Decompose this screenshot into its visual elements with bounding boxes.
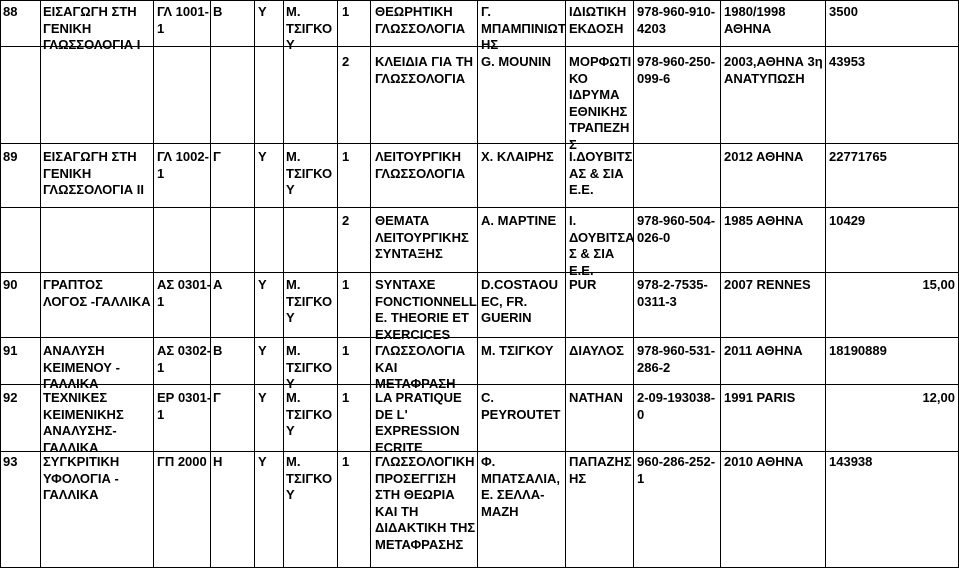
cell-isbn: 978-960-910- 4203 — [637, 4, 716, 36]
cell-isbn: 978-960-250- 099-6 — [637, 54, 716, 86]
cell-year-place: 2011 ΑΘΗΝΑ — [724, 343, 803, 358]
column-divider — [370, 0, 371, 568]
cell-publisher: PUR — [569, 277, 597, 292]
cell-title: ΓΡΑΠΤΟΣ ΛΟΓΟΣ -ΓΑΛΛΙΚΑ — [43, 277, 151, 309]
cell-code-num: 143938 — [829, 454, 873, 469]
cell-code-num: 3500 — [829, 4, 858, 19]
column-divider — [337, 0, 338, 568]
cell-author: G. MOUNIN — [481, 54, 552, 69]
row-divider — [0, 272, 959, 273]
cell-instructor: Μ. ΤΣΙΓΚΟ Υ — [286, 149, 333, 197]
cell-publisher: ΜΟΡΦΩΤΙ ΚΟ ΙΔΡΥΜΑ ΕΘΝΙΚΗΣ ΤΡΑΠΕΖΗ Σ — [569, 54, 632, 152]
cell-item-no: 1 — [342, 454, 350, 469]
cell-col-y: Υ — [258, 390, 267, 405]
cell-price: 15,00 — [922, 277, 955, 292]
cell-year-place: 2012 ΑΘΗΝΑ — [724, 149, 804, 164]
cell-code-num: 18190889 — [829, 343, 887, 358]
cell-book-title: ΛΕΙΤΟΥΡΓΙΚΗ ΓΛΩΣΣΟΛΟΓΙΑ — [375, 149, 466, 181]
cell-col-y: Υ — [258, 454, 267, 469]
cell-title: ΤΕΧΝΙΚΕΣ ΚΕΙΜΕΝΙΚΗΣ ΑΝΑΛΥΣΗΣ- ΓΑΛΛΙΚΑ — [43, 390, 124, 455]
cell-item-no: 1 — [342, 149, 350, 164]
cell-col-y: Υ — [258, 4, 267, 19]
cell-item-no: 1 — [342, 4, 350, 19]
cell-publisher: ΔΙΑΥΛΟΣ — [569, 343, 624, 358]
cell-instructor: Μ. ΤΣΙΓΚΟ Υ — [286, 4, 333, 52]
row-divider — [0, 0, 959, 1]
cell-year-place: 2010 ΑΘΗΝΑ — [724, 454, 804, 469]
column-divider — [40, 0, 41, 568]
cell-code-num: 10429 — [829, 213, 866, 228]
column-divider — [477, 0, 478, 568]
column-divider — [0, 0, 1, 568]
cell-item-no: 1 — [342, 343, 350, 358]
cell-book-title: ΘΕΩΡΗΤΙΚΗ ΓΛΩΣΣΟΛΟΓΙΑ — [375, 4, 466, 36]
cell-semester: Α — [213, 277, 223, 292]
row-divider — [0, 46, 959, 47]
cell-num: 90 — [3, 277, 18, 292]
cell-book-title: ΓΛΩΣΣΟΛΟΓΙΑ ΚΑΙ ΜΕΤΑΦΡΑΣΗ — [375, 343, 466, 391]
cell-title: ΣΥΓΚΡΙΤΙΚΗ ΥΦΟΛΟΓΙΑ - ΓΑΛΛΙΚΑ — [43, 454, 120, 502]
cell-num: 93 — [3, 454, 18, 469]
cell-author: Α. ΜΑΡΤΙΝΕ — [481, 213, 557, 228]
column-divider — [254, 0, 255, 568]
cell-code: ΓΠ 2000 — [157, 454, 207, 469]
row-divider — [0, 384, 959, 385]
cell-code-num: 22771765 — [829, 149, 887, 164]
cell-code: ΕΡ 0301- 1 — [157, 390, 212, 422]
cell-col-y: Υ — [258, 343, 267, 358]
cell-author: Φ. ΜΠΑΤΣΑΛΙΑ, Ε. ΣΕΛΛΑ- ΜΑΖΗ — [481, 454, 560, 519]
cell-instructor: Μ. ΤΣΙΓΚΟ Υ — [286, 277, 333, 325]
cell-title: ΑΝΑΛΥΣΗ ΚΕΙΜΕΝΟΥ - ΓΑΛΛΙΚΑ — [43, 343, 120, 391]
cell-num: 92 — [3, 390, 18, 405]
cell-book-title: ΚΛΕΙΔΙΑ ΓΙΑ ΤΗ ΓΛΩΣΣΟΛΟΓΙΑ — [375, 54, 474, 86]
cell-isbn: 960-286-252- 1 — [637, 454, 716, 486]
column-divider — [283, 0, 284, 568]
cell-book-title: SYNTAXE FONCTIONNELL E. THEORIE ET EXERCICES — [375, 277, 477, 342]
cell-code: ΓΛ 1002- 1 — [157, 149, 209, 181]
cell-publisher: Ι.ΔΟΥΒΙΤΣ ΑΣ & ΣΙΑ Ε.Ε. — [569, 149, 633, 197]
row-divider — [0, 451, 959, 452]
cell-item-no: 1 — [342, 277, 350, 292]
cell-item-no: 1 — [342, 390, 350, 405]
cell-author: Μ. ΤΣΙΓΚΟΥ — [481, 343, 554, 358]
cell-isbn: 978-2-7535- 0311-3 — [637, 277, 708, 309]
cell-author: C. PEYROUTET — [481, 390, 561, 422]
cell-isbn: 978-960-504- 026-0 — [637, 213, 716, 245]
row-divider — [0, 207, 959, 208]
cell-author: Γ. ΜΠΑΜΠΙΝΙΩΤ ΗΣ — [481, 4, 566, 52]
cell-year-place: 1991 PARIS — [724, 390, 796, 405]
cell-publisher: ΙΔΙΩΤΙΚΗ ΕΚΔΟΣΗ — [569, 4, 627, 36]
cell-year-place: 1985 ΑΘΗΝΑ — [724, 213, 804, 228]
column-divider — [825, 0, 826, 568]
cell-code: ΓΛ 1001- 1 — [157, 4, 209, 36]
cell-col-y: Υ — [258, 277, 267, 292]
cell-title: ΕΙΣΑΓΩΓΗ ΣΤΗ ΓΕΝΙΚΗ ΓΛΩΣΣΟΛΟΓΙΑ Ι — [43, 4, 141, 52]
cell-isbn: 2-09-193038- 0 — [637, 390, 716, 422]
cell-isbn: 978-960-531- 286-2 — [637, 343, 716, 375]
cell-semester: Β — [213, 4, 223, 19]
cell-code: ΑΣ 0302- 1 — [157, 343, 212, 375]
cell-year-place: 2003,ΑΘΗΝΑ 3η ΑΝΑΤΥΠΩΣΗ — [724, 54, 823, 86]
column-divider — [153, 0, 154, 568]
cell-publisher: NATHAN — [569, 390, 623, 405]
cell-num: 88 — [3, 4, 18, 19]
column-divider — [633, 0, 634, 568]
cell-item-no: 2 — [342, 213, 350, 228]
cell-semester: Η — [213, 454, 223, 469]
cell-semester: Γ — [213, 149, 221, 164]
cell-code-num: 43953 — [829, 54, 866, 69]
cell-book-title: ΘΕΜΑΤΑ ΛΕΙΤΟΥΡΓΙΚΗΣ ΣΥΝΤΑΞΗΣ — [375, 213, 469, 261]
cell-publisher: Ι. ΔΟΥΒΙΤΣΑ Σ & ΣΙΑ Ε.Ε. — [569, 213, 635, 278]
row-divider — [0, 337, 959, 338]
cell-book-title: ΓΛΩΣΣΟΛΟΓΙΚΗ ΠΡΟΣΕΓΓΙΣΗ ΣΤΗ ΘΕΩΡΙΑ ΚΑΙ ΤΗ ΔΙΔΑΚΤΙΚΗ ΤΗΣ ΜΕΤΑΦΡΑΣΗΣ — [375, 454, 476, 552]
cell-item-no: 2 — [342, 54, 350, 69]
cell-author: D.COSTAOU EC, FR. GUERIN — [481, 277, 559, 325]
cell-author: Χ. ΚΛΑΙΡΗΣ — [481, 149, 554, 164]
column-divider — [720, 0, 721, 568]
cell-semester: Β — [213, 343, 223, 358]
column-divider — [565, 0, 566, 568]
cell-col-y: Υ — [258, 149, 267, 164]
cell-year-place: 1980/1998 ΑΘΗΝΑ — [724, 4, 786, 36]
row-divider — [0, 143, 959, 144]
cell-semester: Γ — [213, 390, 221, 405]
cell-instructor: Μ. ΤΣΙΓΚΟ Υ — [286, 343, 333, 391]
cell-code: ΑΣ 0301- 1 — [157, 277, 212, 309]
cell-num: 91 — [3, 343, 18, 358]
cell-publisher: ΠΑΠΑΖΗΣ ΗΣ — [569, 454, 632, 486]
cell-price: 12,00 — [922, 390, 955, 405]
cell-instructor: Μ. ΤΣΙΓΚΟ Υ — [286, 390, 333, 438]
cell-title: ΕΙΣΑΓΩΓΗ ΣΤΗ ΓΕΝΙΚΗ ΓΛΩΣΣΟΛΟΓΙΑ ΙΙ — [43, 149, 144, 197]
cell-book-title: LA PRATIQUE DE L' EXPRESSION ECRITE — [375, 390, 462, 455]
cell-num: 89 — [3, 149, 18, 164]
cell-instructor: Μ. ΤΣΙΓΚΟ Υ — [286, 454, 333, 502]
cell-year-place: 2007 RENNES — [724, 277, 811, 292]
